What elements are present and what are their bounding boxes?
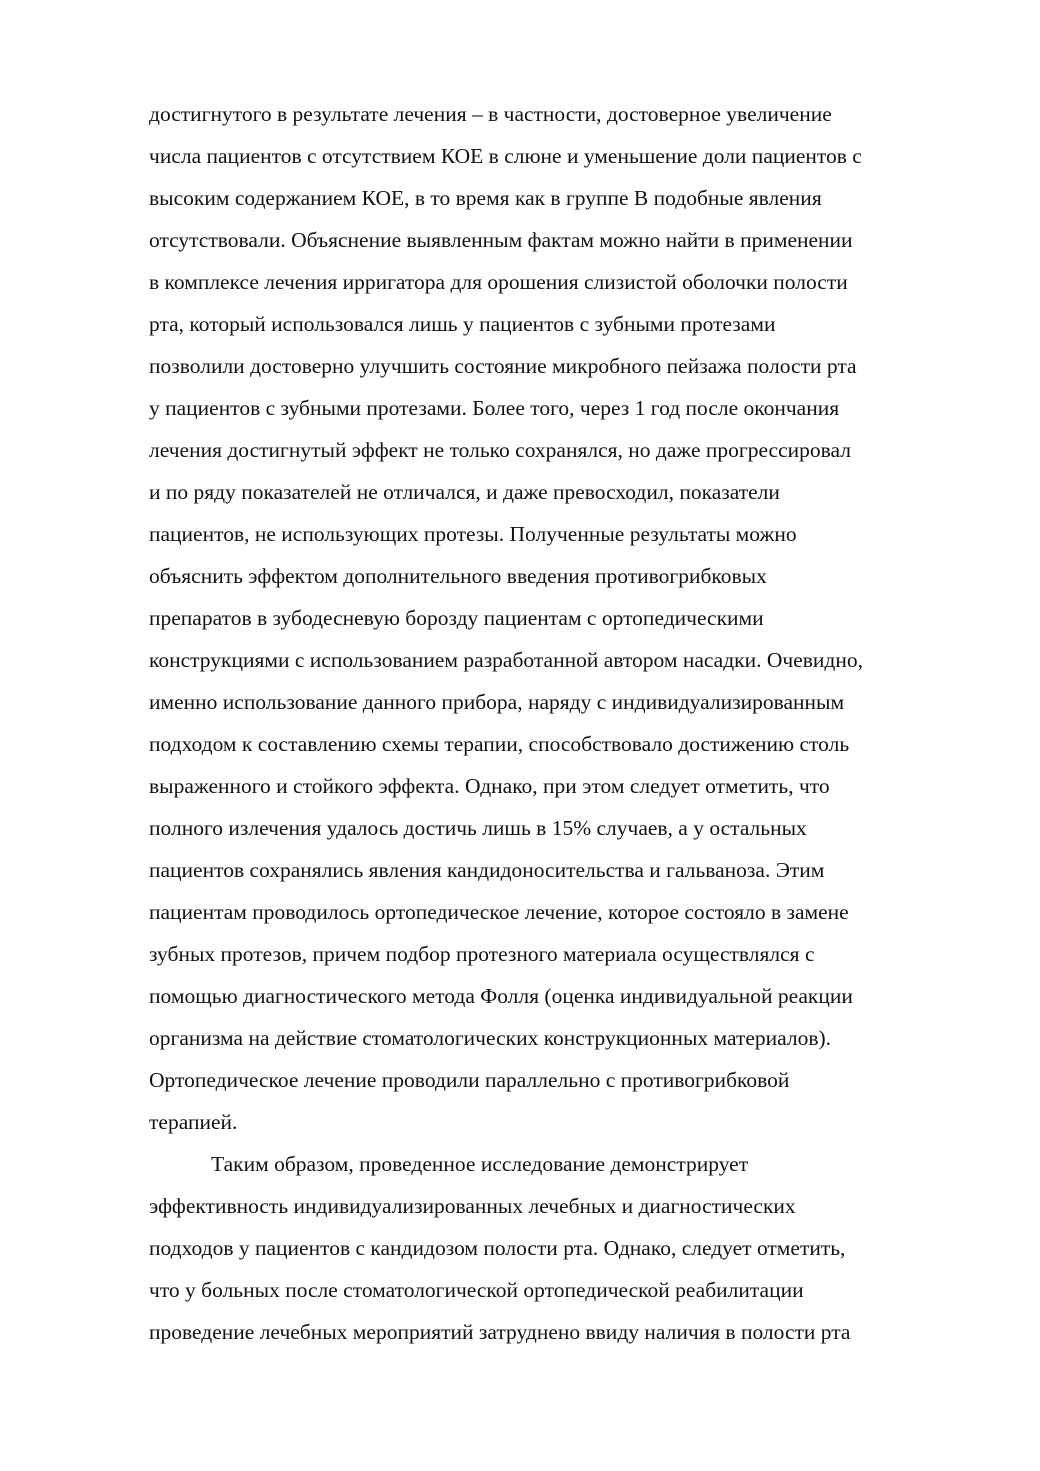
text-line: выраженного и стойкого эффекта. Однако, при этом следует отметить, что — [149, 774, 830, 798]
text-line: позволили достоверно улучшить состояние микробного пейзажа полости рта — [149, 354, 857, 378]
text-line: помощью диагностического метода Фолля (оценка индивидуальной реакции — [149, 984, 853, 1008]
document-body — [149, 93, 979, 1353]
text-line: рта, который использовался лишь у пациентов с зубными протезами — [149, 312, 776, 336]
text-line: препаратов в зубодесневую борозду пациентам с ортопедическими — [149, 606, 764, 630]
text-line: высоким содержанием КОЕ, в то время как в группе В подобные явления — [149, 186, 822, 210]
text-line: пациентов, не использующих протезы. Полученные результаты можно — [149, 522, 797, 546]
text-line: у пациентов с зубными протезами. Более того, через 1 год после окончания — [149, 396, 840, 420]
text-line-first-indented: Таким образом, проведенное исследование демонстрирует — [211, 1152, 749, 1176]
paragraph-conclusion — [149, 1143, 979, 1353]
text-line: в комплексе лечения ирригатора для орошения слизистой оболочки полости — [149, 270, 848, 294]
text-line: зубных протезов, причем подбор протезного материала осуществлялся с — [149, 942, 815, 966]
text-line: объяснить эффектом дополнительного введения противогрибковых — [149, 564, 767, 588]
paragraph-results-discussion — [149, 93, 979, 1143]
text-line: пациентам проводилось ортопедическое лечение, которое состояло в замене — [149, 900, 849, 924]
text-line: терапией. — [149, 1110, 238, 1134]
text-line: достигнутого в результате лечения – в частности, достоверное увеличение — [149, 102, 832, 126]
text-line: конструкциями с использованием разработанной автором насадки. Очевидно, — [149, 648, 863, 672]
text-line: подходом к составлению схемы терапии, способствовало достижению столь — [149, 732, 850, 756]
text-line: подходов у пациентов с кандидозом полости рта. Однако, следует отметить, — [149, 1236, 846, 1260]
text-line: Ортопедическое лечение проводили параллельно с противогрибковой — [149, 1068, 790, 1092]
text-line: полного излечения удалось достичь лишь в 15% случаев, а у остальных — [149, 816, 807, 840]
text-line: именно использование данного прибора, наряду с индивидуализированным — [149, 690, 845, 714]
text-line: отсутствовали. Объяснение выявленным фактам можно найти в применении — [149, 228, 853, 252]
text-line: эффективность индивидуализированных лечебных и диагностических — [149, 1194, 796, 1218]
text-line: организма на действие стоматологических конструкционных материалов). — [149, 1026, 832, 1050]
text-line: что у больных после стоматологической ортопедической реабилитации — [149, 1278, 804, 1302]
text-line: пациентов сохранялись явления кандидоносительства и гальваноза. Этим — [149, 858, 825, 882]
text-line: проведение лечебных мероприятий затруднено ввиду наличия в полости рта — [149, 1320, 851, 1344]
text-line: числа пациентов с отсутствием КОЕ в слюне и уменьшение доли пациентов с — [149, 144, 862, 168]
text-line: и по ряду показателей не отличался, и даже превосходил, показатели — [149, 480, 780, 504]
text-line: лечения достигнутый эффект не только сохранялся, но даже прогрессировал — [149, 438, 851, 462]
